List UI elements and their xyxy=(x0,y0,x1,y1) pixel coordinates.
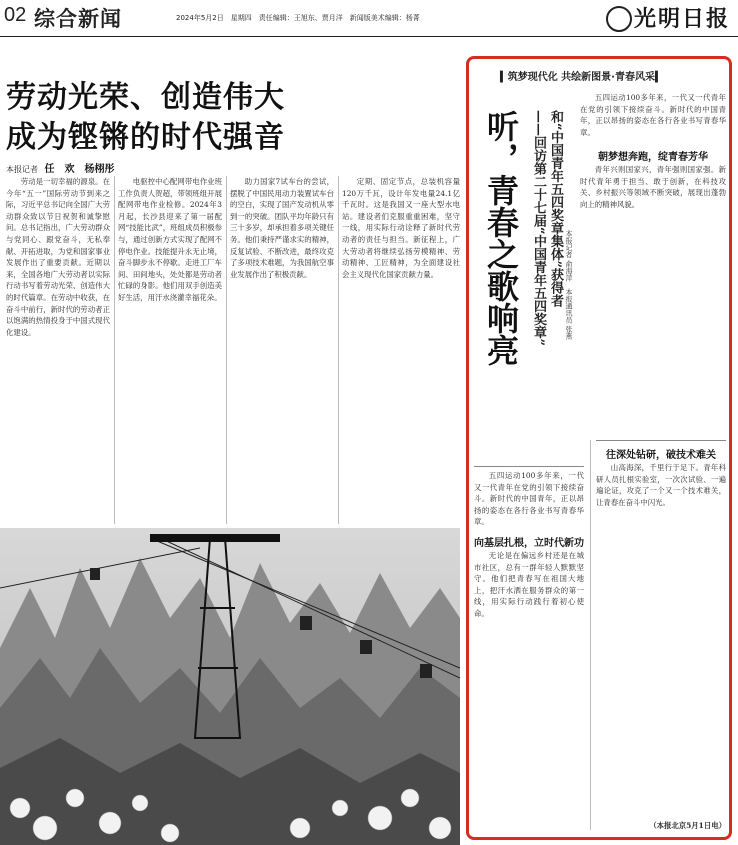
column-2-text: 电驱控中心配网带电作业班工作负责人贺超，带领班组开展配网带电作业检修。2024年3月起，长沙县迎来了第一届配网“技能比武”，班组成员积极参与，通过创新方式实现了配网不停电作业。技能提升永无止境，奋斗脚步永不停歇。走进工厂车间、田间地头，处处都是劳动者忙碌的身影。他们用双手创造美好生活，用汗水浇灌幸福花朵。 xyxy=(118,177,222,302)
column-3-text: 助力国家7试车台的尝试，摆脱了中国民用动力装置试车台的空白，实现了国产发动机从零到一的突破。团队平均年龄只有三十多岁，却承担着多项关键任务。他们秉持严谨求实的精神，反复试验、不断改进，最终攻克了多项技术难题，为我国航空事业发展作出了积极贡献。 xyxy=(230,177,334,279)
sub-heading-3: 往深处钻研，破技术难关 xyxy=(606,450,716,461)
issue-meta: 2024年5月2日 星期四 责任编辑：王旭东、贾月洋 新闻版美术编辑：杨菁 xyxy=(176,14,420,22)
section-rule xyxy=(474,466,584,467)
sub-heading-1: 向基层扎根，立时代新功 xyxy=(474,538,584,549)
section-title: 综合新闻 xyxy=(34,7,122,31)
source-note: （本报北京5月1日电） xyxy=(649,821,726,830)
article-column-3 xyxy=(230,176,334,524)
feature-column-2 xyxy=(580,164,726,432)
column-1-text: 劳动是一切幸福的源泉。在今年“五一”国际劳动节到来之际，习近平总书记向全国广大劳动群众致以节日祝贺和诚挚慰问。总书记指出，广大劳动群众与党同心、跟党奋斗，无私奉献、开拓进取，为党和国家事业发展作出了重要贡献。近期以来，全国各地广大劳动者以实际行动书写着劳动光荣、创造伟大的时代篇章。在劳动中收获，在奋斗中前行，新时代的劳动者正以饱满的热情投身于中国式现代化建设。 xyxy=(6,177,110,337)
cable-car-mountain-image xyxy=(0,528,460,845)
sub-heading-2: 朝梦想奔跑，绽青春芳华 xyxy=(598,152,708,163)
byline-authors: 任 欢 杨栩彤 xyxy=(44,164,115,175)
feature-title: 听，青春之歌响亮 xyxy=(482,110,520,366)
newspaper-logo-icon xyxy=(606,6,632,32)
feature-authors: 本报记者 俞海萍 本报通讯员 张燕 xyxy=(565,230,573,340)
column-divider xyxy=(590,440,591,830)
feature-intro xyxy=(580,92,726,142)
intro-repeat-text: 五四运动100多年来，一代又一代青年在党的引领下接续奋斗。新时代的中国青年，正以昂扬的姿态在各行各业书写青春华章。 xyxy=(474,471,584,527)
page-number: 02 xyxy=(4,4,27,26)
headline-line-2: 成为铿锵的时代强音 xyxy=(6,120,285,155)
column-divider xyxy=(114,176,115,524)
subtitle-line-1: 和“中国青年五四奖章集体”获得者 xyxy=(548,110,563,307)
feature-column-intro-2 xyxy=(474,470,584,530)
subtitle-line-2: ——回访第二十七届“中国青年五四奖章” xyxy=(531,110,546,346)
main-headline xyxy=(6,78,446,158)
series-title: ▍筑梦现代化 共绘新图景·青春风采▍ xyxy=(500,72,663,83)
article-column-4 xyxy=(342,176,460,524)
byline-prefix: 本报记者 xyxy=(6,165,38,174)
feature-subtitle xyxy=(530,110,564,346)
headline-line-1: 劳动光荣、创造伟大 xyxy=(6,80,285,115)
para-3-text: 山高海深，千里行于足下。青年科研人员扎根实验室，一次次试验、一遍遍论证，攻克了一个又一个技术难关，让青春在奋斗中闪光。 xyxy=(596,463,726,507)
intro-text: 五四运动100多年来，一代又一代青年在党的引领下接续奋斗。新时代的中国青年，正以昂扬的姿态在各行各业书写青春华章。 xyxy=(580,93,726,137)
column-divider xyxy=(338,176,339,524)
news-photo xyxy=(0,528,460,845)
byline xyxy=(6,160,119,175)
para-1-text: 无论是在偏远乡村还是在城市社区，总有一群年轻人默默坚守。他们把青春写在祖国大地上，把汗水洒在服务群众的第一线，用实际行动践行着初心使命。 xyxy=(474,551,584,618)
column-4-text: 定期、固定节点，总装机容量120万千瓦，设计年发电量24.1亿千瓦时。这是我国又一座大型水电站。建设者们克服重重困难，坚守一线，用实际行动诠释了新时代劳动者的责任与担当。新征程上，广大劳动者将继续弘扬劳模精神、劳动精神、工匠精神，为全面建设社会主义现代化国家贡献力量。 xyxy=(342,177,460,279)
column-divider xyxy=(226,176,227,524)
feature-column-3 xyxy=(596,462,726,816)
para-2-text: 青年兴则国家兴，青年强则国家强。新时代青年勇于担当、敢于创新，在科技攻关、乡村振兴等领域不断突破，展现出蓬勃向上的精神风貌。 xyxy=(580,165,726,209)
section-rule xyxy=(596,440,726,441)
article-column-2 xyxy=(118,176,222,524)
masthead: 光明日报 xyxy=(634,6,731,32)
feature-column-1 xyxy=(474,550,584,830)
article-column-1 xyxy=(6,176,110,524)
